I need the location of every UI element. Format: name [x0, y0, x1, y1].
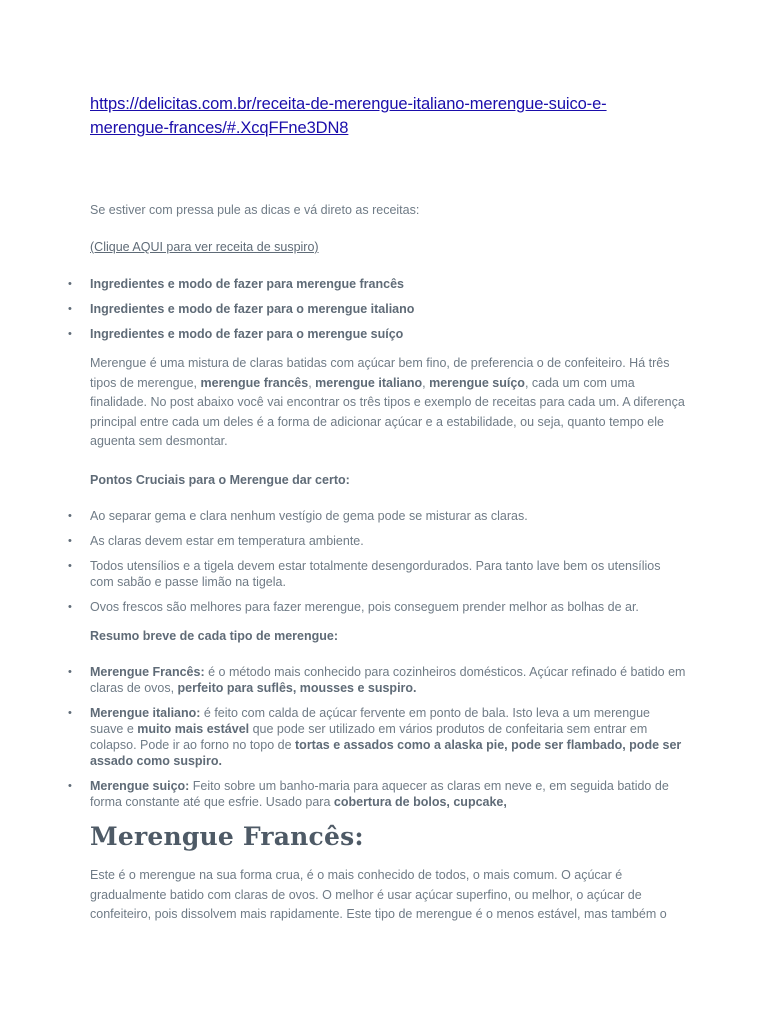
crucial-item: • As claras devem estar em temperatura ambiente.: [68, 534, 364, 548]
suspiro-recipe-link[interactable]: (Clique AQUI para ver receita de suspiro): [90, 240, 319, 254]
bullet-icon: •: [68, 328, 72, 340]
crucial-points-title: Pontos Cruciais para o Merengue dar certo:: [90, 473, 350, 487]
crucial-item: • Ovos frescos são melhores para fazer merengue, pois conseguem prender melhor as bolhas de ar.: [68, 600, 639, 614]
crucial-points-list: [68, 508, 680, 615]
bullet-icon: •: [68, 278, 72, 290]
bullet-icon: •: [68, 535, 72, 547]
source-link-line2[interactable]: merengue-frances/#.XcqFFne3DN8: [90, 119, 349, 137]
bullet-icon: •: [68, 303, 72, 315]
recipe-toc-list: [68, 276, 690, 342]
description-paragraph: Merengue é uma mistura de claras batidas com açúcar bem fino, de preferencia o de confeiteiro. Há três tipos de merengue, merengue francês, merengue italiano, merengue suíço, cada um com uma finalidade. No post abaixo você vai encontrar os três tipos e exemplo de receitas para cada um. A diferença principal entre cada um deles é a forma de adicionar açúcar e a estabilidade, ou seja, quanto tempo ele aguenta sem desmontar.: [90, 356, 685, 448]
bullet-icon: •: [68, 601, 72, 613]
summary-item-frances: • Merengue Francês: é o método mais conhecido para cozinheiros domésticos. Açúcar refinado é batido em claras de ovos, perfeito para suflês, mousses e suspiro.: [68, 665, 686, 695]
toc-item[interactable]: • Ingredientes e modo de fazer para o merengue suíço: [68, 327, 404, 341]
bullet-icon: •: [68, 780, 72, 792]
bullet-icon: •: [68, 510, 72, 522]
crucial-item: • Ao separar gema e clara nenhum vestígio de gema pode se misturar as claras.: [68, 509, 528, 523]
section-paragraph: Este é o merengue na sua forma crua, é o mais conhecido de todos, o mais comum. O açúcar é gradualmente batido com claras de ovos. O melhor é usar açúcar superfino, ou melhor, o açúcar de confeiteiro, pois dissolvem mais rapidamente. Este tipo de merengue é o menos estável, mas também o: [90, 868, 667, 921]
bullet-icon: •: [68, 666, 72, 678]
summary-title: Resumo breve de cada tipo de merengue:: [90, 629, 338, 643]
crucial-item: • Todos utensílios e a tigela devem estar totalmente desengordurados. Para tanto lave bem os utensílios com sabão e passe limão na tigela.: [68, 559, 661, 589]
bullet-icon: •: [68, 707, 72, 719]
source-link[interactable]: [90, 92, 690, 140]
intro-text: Se estiver com pressa pule as dicas e vá direto as receitas:: [90, 203, 420, 217]
toc-item[interactable]: • Ingredientes e modo de fazer para o merengue italiano: [68, 302, 415, 316]
summary-item-italiano: • Merengue italiano: é feito com calda de açúcar fervente em ponto de bala. Isto leva a um merengue suave e muito mais estável que pode ser utilizado em vários produtos de confeitaria sem entrar em colapso. Pode ir ao forno no topo de tortas e assados como a alaska pie, pode ser flambado, pode ser assado como suspiro.: [68, 706, 682, 768]
source-link-line1[interactable]: https://delicitas.com.br/receita-de-merengue-italiano-merengue-suico-e-: [90, 95, 607, 113]
summary-list: [68, 664, 686, 810]
section-heading: Merengue Francês:: [90, 822, 364, 851]
bullet-icon: •: [68, 560, 72, 572]
toc-item[interactable]: • Ingredientes e modo de fazer para merengue francês: [68, 277, 404, 291]
summary-item-suico: • Merengue suiço: Feito sobre um banho-maria para aquecer as claras em neve e, em seguida batido de forma constante até que esfrie. Usado para cobertura de bolos, cupcake,: [68, 779, 669, 809]
